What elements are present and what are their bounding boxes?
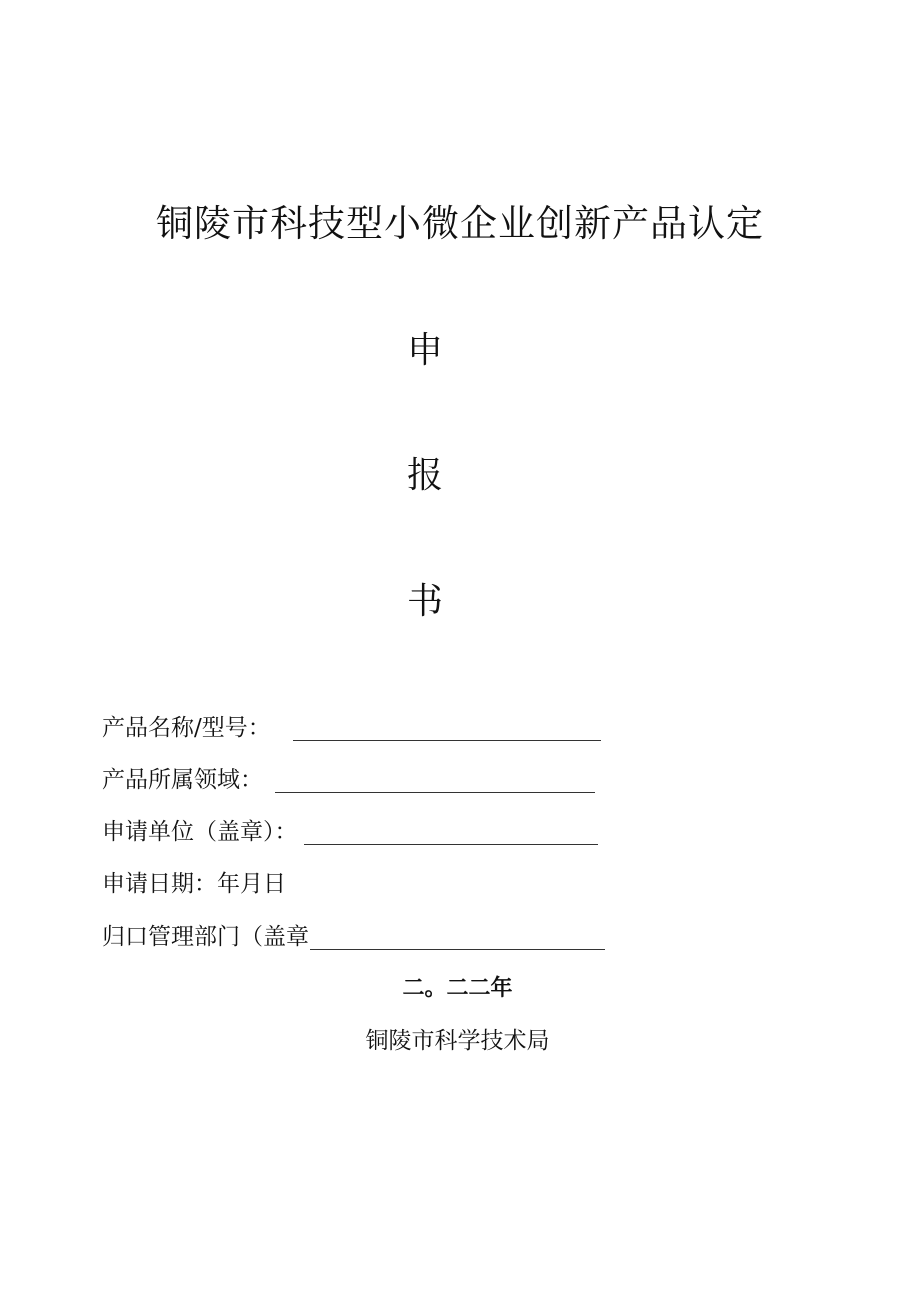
product-name-blank-line [293, 718, 601, 741]
document-year: 二。二二年 [402, 976, 513, 1001]
applicant-unit-label: 申请单位（盖章）： [102, 819, 298, 845]
product-domain-field [102, 765, 595, 795]
document-title: 铜陵市科技型小微企业创新产品认定 [156, 202, 764, 245]
competent-department-label: 归口管理部门（盖章 [102, 924, 309, 950]
application-date-field [102, 869, 286, 899]
issuing-bureau: 铜陵市科学技术局 [365, 1028, 550, 1054]
competent-department-field [102, 922, 605, 952]
product-domain-label: 产品所属领域： [102, 767, 263, 793]
subtitle-char-shu: 书 [406, 581, 443, 622]
competent-department-blank-line [310, 927, 605, 950]
applicant-unit-blank-line [304, 822, 598, 845]
applicant-unit-field [102, 817, 598, 847]
subtitle-char-bao: 报 [406, 455, 443, 496]
application-date-label: 申请日期：年月日 [102, 871, 286, 897]
product-name-label: 产品名称/型号： [102, 715, 271, 741]
product-name-field [102, 713, 601, 743]
subtitle-char-shen: 申 [406, 330, 443, 371]
product-domain-blank-line [275, 770, 595, 793]
